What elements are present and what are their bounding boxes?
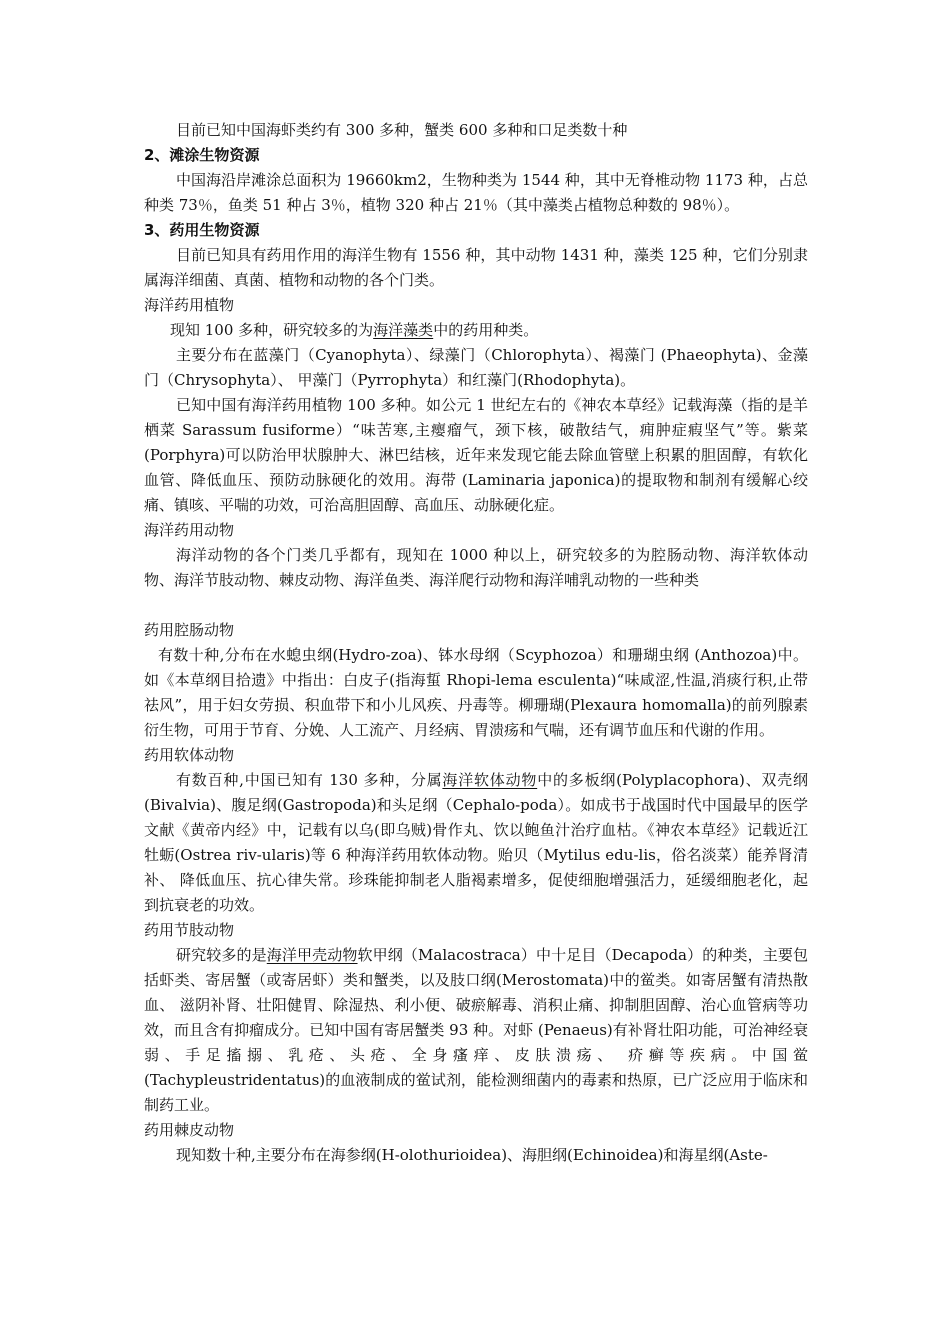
subheading-marine-animals: 海洋药用动物 (144, 521, 235, 539)
paragraph-tidal: 中国海沿岸滩涂总面积为 19660km2，生物种类为 1544 种，其中无脊椎动物 1173 种，占总种类 73％，鱼类 51 种占 3％，植物 320 种占 21％（其中藻类占植物总种数的 98％）。 (144, 171, 808, 214)
subheading-cnidaria: 药用腔肠动物 (144, 621, 235, 639)
link-marine-algae[interactable]: 海洋藻类 (373, 321, 434, 339)
heading-medicinal-resources: 3、药用生物资源 (144, 221, 260, 239)
heading-tidal-resources: 2、滩涂生物资源 (144, 146, 260, 164)
subheading-mollusca: 药用软体动物 (144, 746, 235, 764)
paragraph-arthropoda: 研究较多的是海洋甲壳动物软甲纲（Malacostraca）中十足目（Decapoda）的种类，主要包括虾类、寄居蟹（或寄居虾）类和蟹类，以及肢口纲(Merostomata)中的鲎类。如寄居蟹有清热散血、 滋阴补肾、壮阳健胃、除湿热、利小便、破瘀解毒、消积止痛、抑制胆固醇、治心血管病等功效，而且含有抑瘤成分。已知中国有寄居蟹类 93 种。对虾 (Penaeus)有补肾壮阳功能，可治神经衰弱、手足搐搦、乳疮、头疮、全身瘙痒、皮肤溃疡、 疥癣等疾病。中国鲎(Tachypleustridentatus)的血液制成的鲎试剂，能检测细菌内的毒素和热原，已广泛应用于临床和制药工业。 (144, 946, 808, 1114)
subheading-echinodermata: 药用棘皮动物 (144, 1121, 235, 1139)
document-page (144, 118, 808, 1168)
link-marine-crustaceans[interactable]: 海洋甲壳动物 (266, 946, 358, 964)
link-marine-mollusks[interactable]: 海洋软体动物 (442, 771, 538, 789)
paragraph-plants-known: 现知 100 多种，研究较多的为海洋藻类中的药用种类。 (170, 321, 539, 339)
paragraph-cnidaria: 有数十种,分布在水螅虫纲(Hydro-zoa)、钵水母纲（Scyphozoa）和珊瑚虫纲 (Anthozoa)中。如《本草纲目拾遗》中指出：白皮子(指海蜇 Rhopi-lema esculenta)“味咸涩,性温,消痰行积,止带祛风”，用于妇女劳损、积血带下和小儿风疾、丹毒等。柳珊瑚(Plexaura homomalla)的前列腺素衍生物，可用于节育、分娩、人工流产、月经病、胃溃疡和气喘，还有调节血压和代谢的作用。 (144, 646, 808, 739)
blank-line (144, 593, 808, 618)
subheading-marine-plants: 海洋药用植物 (144, 296, 235, 314)
paragraph-algae-uses: 已知中国有海洋药用植物 100 多种。如公元 1 世纪左右的《神农本草经》记载海藻（指的是羊栖菜 Sarassum fusiforme）“味苦寒,主瘿瘤气，颈下核，破散结气，痈肿症瘕坚气”等。紫菜(Porphyra)可以防治甲状腺肿大、淋巴结核，近年来发现它能去除血管壁上积累的胆固醇，有软化血管、降低血压、预防动脉硬化的效用。海带 (Laminaria japonica)的提取物和制剂有缓解心绞痛、镇咳、平喘的功效，可治高胆固醇、高血压、动脉硬化症。 (144, 396, 808, 514)
paragraph-echinodermata: 现知数十种,主要分布在海参纲(H-olothurioidea)、海胆纲(Echinoidea)和海星纲(Aste- (176, 1146, 768, 1164)
paragraph-mollusca: 有数百种,中国已知有 130 多种，分属海洋软体动物中的多板纲(Polyplacophora)、双壳纲(Bivalvia)、腹足纲(Gastropoda)和头足纲（Cephalo-poda）。如成书于战国时代中国最早的医学文献《黄帝内经》中，记载有以乌(即乌贼)骨作丸、饮以鲍鱼汁治疗血枯。《神农本草经》记载近江牡蛎(Ostrea riv-ularis)等 6 种海洋药用软体动物。贻贝（Mytilus edu-lis，俗名淡菜）能养肾清补、 降低血压、抗心律失常。珍珠能抑制老人脂褐素增多，促使细胞增强活力，延缓细胞老化，起到抗衰老的功效。 (144, 771, 808, 914)
paragraph-shrimp-crab: 目前已知中国海虾类约有 300 多种，蟹类 600 多种和口足类数十种 (176, 121, 628, 139)
paragraph-medicinal: 目前已知具有药用作用的海洋生物有 1556 种，其中动物 1431 种，藻类 125 种，它们分别隶属海洋细菌、真菌、植物和动物的各个门类。 (144, 246, 808, 289)
subheading-arthropoda: 药用节肢动物 (144, 921, 235, 939)
paragraph-algae-phyla: 主要分布在蓝藻门（Cyanophyta）、绿藻门（Chlorophyta）、褐藻门 (Phaeophyta)、金藻门（Chrysophyta）、 甲藻门（Pyrrophyta）和红藻门(Rhodophyta)。 (144, 346, 808, 389)
paragraph-animals: 海洋动物的各个门类几乎都有，现知在 1000 种以上，研究较多的为腔肠动物、海洋软体动物、海洋节肢动物、棘皮动物、海洋鱼类、海洋爬行动物和海洋哺乳动物的一些种类 (144, 546, 808, 589)
